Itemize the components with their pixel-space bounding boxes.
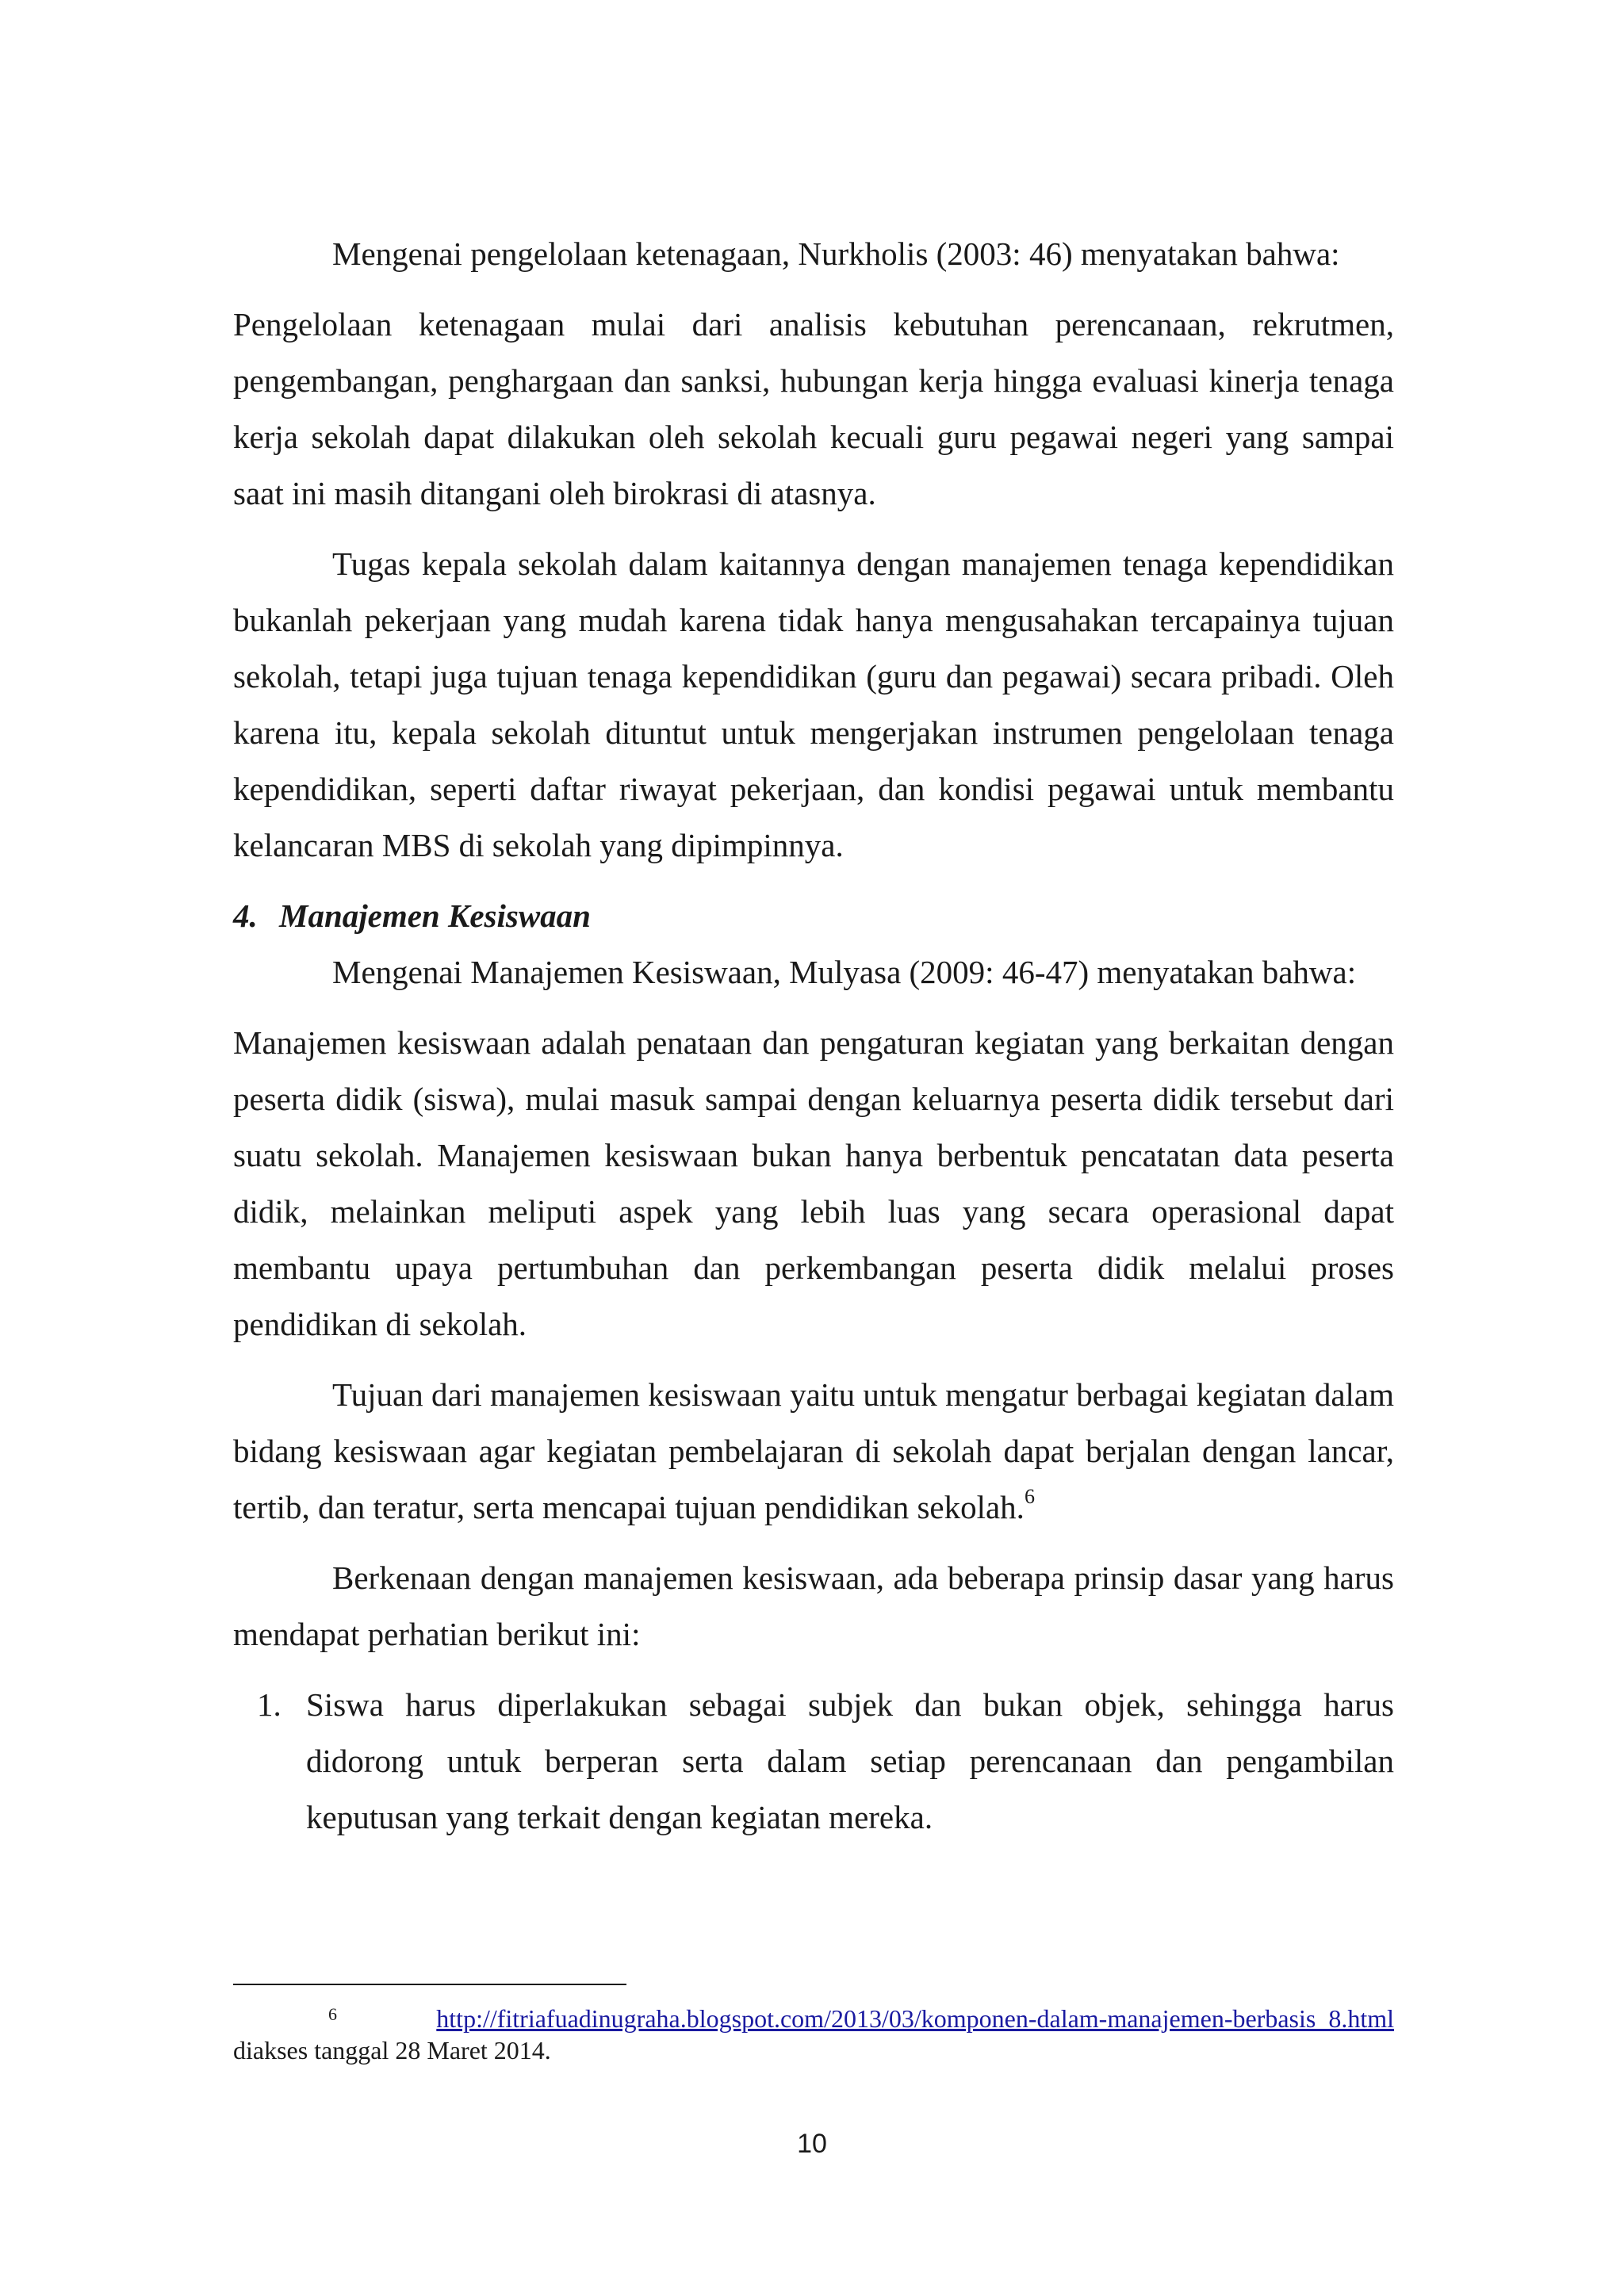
document-body: [233, 226, 1394, 1846]
footnote-reference[interactable]: 6: [1024, 1485, 1035, 1509]
list-item-text: Siswa harus diperlakukan sebagai subjek dan bukan objek, sehingga harus didorong untuk berperan serta dalam setiap perencanaan dan pengambilan keputusan yang terkait dengan kegiatan mereka.: [306, 1686, 1394, 1835]
block-quote-ketenagaan: Pengelolaan ketenagaan mulai dari analisis kebutuhan perencanaan, rekrutmen, pengembangan, penghargaan dan sanksi, hubungan kerja hingga evaluasi kinerja tenaga kerja sekolah dapat dilakukan oleh sekolah kecuali guru pegawai negeri yang sampai saat ini masih ditangani oleh birokrasi di atasnya.: [233, 306, 1394, 511]
footnote: [233, 2003, 1394, 2066]
block-quote-kesiswaan: Manajemen kesiswaan adalah penataan dan pengaturan kegiatan yang berkaitan dengan peserta didik (siswa), mulai masuk sampai dengan keluarnya peserta didik tersebut dari suatu sekolah. Manajemen kesiswaan bukan hanya berbentuk pencatatan data peserta didik, melainkan meliputi aspek yang lebih luas yang secara operasional dapat membantu upaya pertumbuhan dan perkembangan peserta didik melalui proses pendidikan di sekolah.: [233, 1024, 1394, 1342]
section-number: 4.: [233, 897, 258, 934]
paragraph-intro-mulyasa: Mengenai Manajemen Kesiswaan, Mulyasa (2009: 46-47) menyatakan bahwa:: [332, 954, 1357, 990]
paragraph-tujuan-text: Tujuan dari manajemen kesiswaan yaitu untuk mengatur berbagai kegiatan dalam bidang kesiswaan agar kegiatan pembelajaran di sekolah dapat berjalan dengan lancar, tertib, dan teratur, serta mencapai tujuan pendidikan sekolah.: [233, 1376, 1394, 1525]
paragraph-prinsip-dasar: Berkenaan dengan manajemen kesiswaan, ada beberapa prinsip dasar yang harus mendapat perhatian berikut ini:: [233, 1559, 1394, 1652]
paragraph-tujuan-kesiswaan: [233, 1367, 1394, 1536]
section-heading: [233, 888, 1394, 944]
list-item-number: 1.: [257, 1686, 282, 1723]
footnote-link[interactable]: http://fitriafuadinugraha.blogspot.com/2013/03/komponen-dalam-manajemen-berbasis_8.html: [436, 2004, 1394, 2033]
paragraph-tugas-kepala-sekolah: Tugas kepala sekolah dalam kaitannya dengan manajemen tenaga kependidikan bukanlah pekerjaan yang mudah karena tidak hanya mengusahakan tercapainya tujuan sekolah, tetapi juga tujuan tenaga kependidikan (guru dan pegawai) secara pribadi. Oleh karena itu, kepala sekolah dituntut untuk mengerjakan instrumen pengelolaan tenaga kependidikan, seperti daftar riwayat pekerjaan, dan kondisi pegawai untuk membantu kelancaran MBS di sekolah yang dipimpinnya.: [233, 545, 1394, 863]
footnote-text: diakses tanggal 28 Maret 2014.: [233, 2036, 551, 2064]
page-number: 10: [797, 2129, 827, 2159]
list-item: [233, 1677, 1394, 1846]
paragraph-intro-nurkholis: Mengenai pengelolaan ketenagaan, Nurkholis (2003: 46) menyatakan bahwa:: [332, 235, 1340, 272]
section-title: Manajemen Kesiswaan: [279, 897, 591, 934]
footnote-separator: [233, 1984, 626, 1985]
footnote-mark: 6: [328, 2004, 337, 2024]
